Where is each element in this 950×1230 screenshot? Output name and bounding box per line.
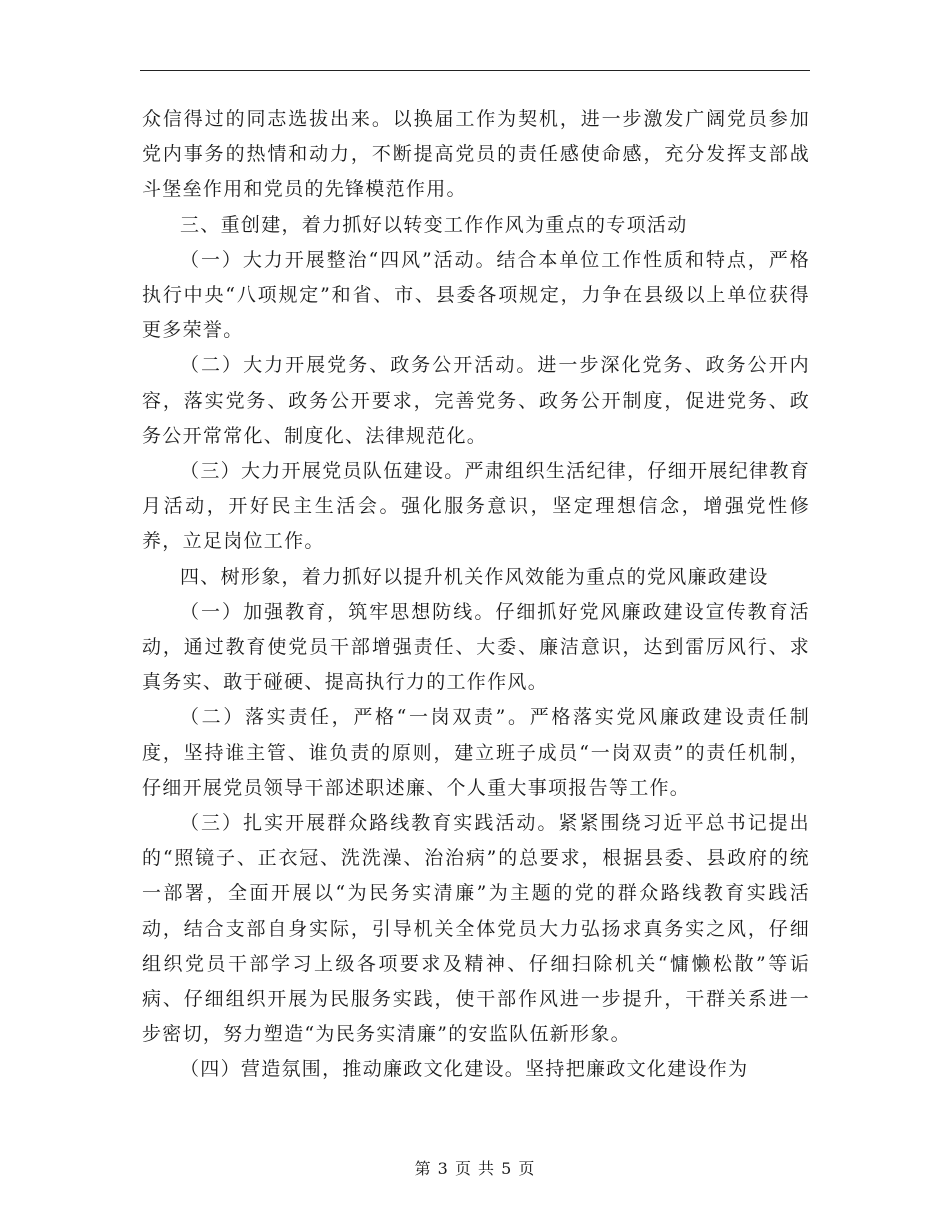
paragraph: （一）大力开展整治“四风”活动。结合本单位工作性质和特点，严格执行中央“八项规定”和省、市、县委各项规定，力争在县级以上单位获得更多荣誉。 <box>142 248 810 342</box>
paragraph: 众信得过的同志选拔出来。以换届工作为契机，进一步激发广阔党员参加党内事务的热情和动力，不断提高党员的责任感使命感，充分发挥支部战斗堡垒作用和党员的先锋模范作用。 <box>142 108 810 201</box>
paragraph: （一）加强教育，筑牢思想防线。仔细抓好党风廉政建设宣传教育活动，通过教育使党员干部增强责任、大委、廉洁意识，达到雷厉风行、求真务实、敢于碰硬、提高执行力的工作作风。 <box>142 600 810 694</box>
paragraph: （二）大力开展党务、政务公开活动。进一步深化党务、政务公开内容，落实党务、政务公开要求，完善党务、政务公开制度，促进党务、政务公开常常化、制度化、法律规范化。 <box>142 354 810 447</box>
section-heading: 三、重创建，着力抓好以转变工作作风为重点的专项活动 <box>180 213 688 236</box>
paragraph: （二）落实责任，严格“一岗双责”。严格落实党风廉政建设责任制度，坚持谁主管、谁负责的原则，建立班子成员“一岗双责”的责任机制，仔细开展党员领导干部述职述廉、个人重大事项报告等工作。 <box>142 706 810 799</box>
document-body <box>142 102 810 1088</box>
paragraph: （四）营造氛围，推动廉政文化建设。坚持把廉政文化建设作为 <box>180 1058 749 1081</box>
page-number-footer: 第 3 页 共 5 页 <box>414 1159 536 1178</box>
paragraph: （三）大力开展党员队伍建设。严肃组织生活纪律，仔细开展纪律教育月活动，开好民主生活会。强化服务意识，坚定理想信念，增强党性修养，立足岗位工作。 <box>142 460 810 553</box>
section-heading: 四、树形象，着力抓好以提升机关作风效能为重点的党风廉政建设 <box>180 565 769 588</box>
paragraph: （三）扎实开展群众路线教育实践活动。紧紧围绕习近平总书记提出的“照镜子、正衣冠、洗洗澡、治治病”的总要求，根据县委、县政府的统一部署，全面开展以“为民务实清廉”为主题的党的群众路线教育实践活动，结合支部自身实际，引导机关全体党员大力弘扬求真务实之风，仔细组织党员干部学习上级各项要求及精神、仔细扫除机关“慵懒松散”等诟病、仔细组织开展为民服务实践，使干部作风进一步提升，干群关系进一步密切，努力塑造“为民务实清廉”的安监队伍新形象。 <box>142 812 810 1046</box>
header-rule <box>140 70 810 71</box>
